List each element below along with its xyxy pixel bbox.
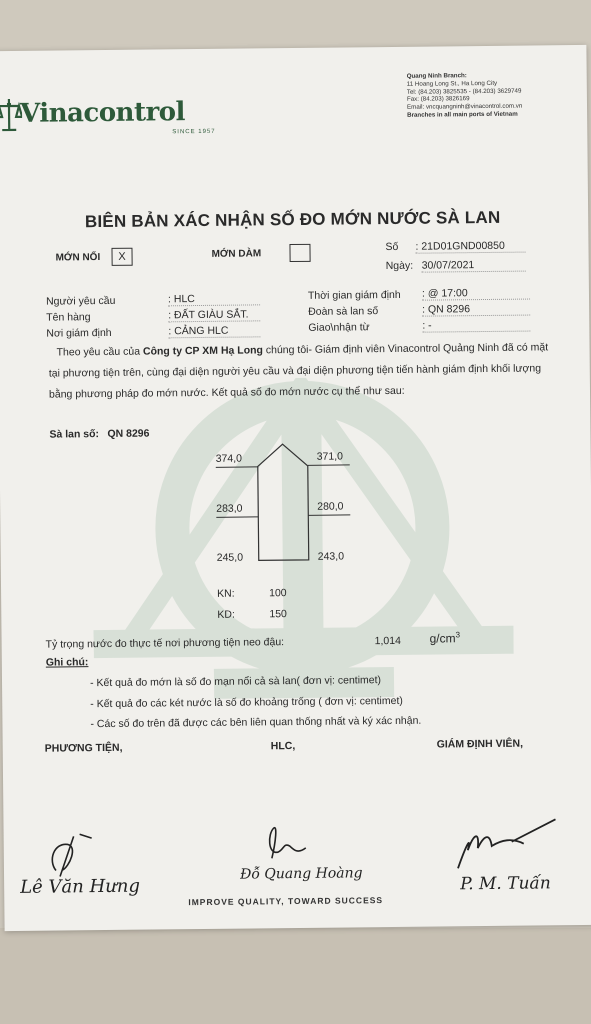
kn-label: KN: xyxy=(217,587,235,600)
signatory-surveyor: GIÁM ĐỊNH VIÊN, xyxy=(436,737,524,751)
barge-group-value: : QN 8296 xyxy=(422,303,530,317)
signature-left-mark-icon xyxy=(44,830,105,881)
place-value: : CẢNG HLC xyxy=(168,324,260,338)
place-label: Nơi giám định xyxy=(46,326,112,340)
mon-noi-label: MỚN NỔI xyxy=(55,252,101,264)
branch-title: Quang Ninh Branch: xyxy=(406,72,467,80)
intro-pre: Theo yêu cầu của xyxy=(56,345,144,359)
signature-right-mark-icon xyxy=(451,815,562,876)
kd-value: 150 xyxy=(269,608,287,621)
document-sheet xyxy=(0,45,591,931)
mon-dam-checkbox xyxy=(289,244,310,262)
signatory-hlc: HLC, xyxy=(270,740,296,753)
note-item: - Kết quả đo các két nước là số đo khoảng trống ( đơn vị: centimet) xyxy=(90,694,403,711)
notes-title: Ghi chú: xyxy=(45,656,89,669)
intro-post: chúng tôi- Giám định viên Vinacontrol Quảng Ninh đã có mặt tại phương tiện trên, cùng đại diện người yêu cầu và đại diện phương tiện tiến hành giám định khối lượng bằng phương pháp đo mớn nước. Kết quả số đo mớn nước cụ thể như sau: xyxy=(48,341,549,401)
barge-outline xyxy=(258,444,309,561)
signature-left-name: Lê Văn Hưng xyxy=(20,875,141,898)
vinacontrol-scale-icon xyxy=(0,97,22,133)
branch-info xyxy=(407,72,523,120)
barge-number-value: QN 8296 xyxy=(107,427,150,440)
background-surface xyxy=(0,928,591,1024)
ngay-label: Ngày: xyxy=(385,259,414,273)
barge-group-label: Đoàn sà lan số xyxy=(308,305,379,318)
requester-label: Người yêu cầu xyxy=(45,294,116,308)
document-title: BIÊN BẢN XÁC NHẬN SỐ ĐO MỚN NƯỚC SÀ LAN xyxy=(84,207,501,232)
goods-label: Tên hàng xyxy=(46,311,91,324)
delivery-label: Giao\nhận từ xyxy=(308,321,370,334)
delivery-value: : - xyxy=(422,319,530,333)
ngay-value: 30/07/2021 xyxy=(422,259,526,273)
signatory-vessel: PHƯƠNG TIỆN, xyxy=(44,741,123,755)
branch-footer: Branches in all main ports of Vietnam xyxy=(407,110,518,119)
signature-middle-mark-icon xyxy=(253,818,313,867)
mon-dam-label: MỚN DÀM xyxy=(211,248,262,260)
so-value: : 21D01GND00850 xyxy=(415,240,525,254)
density-unit-sup: 3 xyxy=(455,630,461,640)
mon-noi-checkbox: X xyxy=(111,248,132,266)
goods-value: : ĐẤT GIÀU SẮT. xyxy=(168,308,260,322)
kn-value: 100 xyxy=(269,587,287,600)
aft-right-reading: 243,0 xyxy=(317,550,345,563)
branch-line: Email: vncquangninh@vinacontrol.com.vn xyxy=(406,102,523,111)
requester-value: : HLC xyxy=(168,292,260,306)
time-label: Thời gian giám định xyxy=(307,288,401,302)
barge-number-label: Sà lan số: xyxy=(49,428,100,441)
branch-line: 11 Hoang Long St., Ha Long City xyxy=(406,79,498,88)
time-value: : @ 17:00 xyxy=(422,287,530,301)
logo-text: Vinacontrol xyxy=(19,97,186,129)
fwd-right-reading: 371,0 xyxy=(316,450,344,463)
logo-since: SINCE 1957 xyxy=(172,128,216,136)
so-label: Số xyxy=(385,240,399,254)
intro-company: Công ty CP XM Hạ Long xyxy=(142,344,263,358)
density-unit-text: g/cm xyxy=(429,631,456,646)
fwd-left-reading: 374,0 xyxy=(215,452,243,465)
signature-middle-name: Đỗ Quang Hoàng xyxy=(239,865,363,883)
branch-line: Tel: (84.203) 3825535 - (84.203) 3629749 xyxy=(406,87,522,96)
footer-slogan: IMPROVE QUALITY, TOWARD SUCCESS xyxy=(188,895,384,908)
mid-right-reading: 280,0 xyxy=(317,500,344,513)
note-item: - Kết quả đo mớn là số đo mạn nổi cả sà lan( đơn vị: centimet) xyxy=(89,674,382,690)
intro-paragraph xyxy=(48,337,549,405)
mid-left-reading: 283,0 xyxy=(216,502,243,515)
kd-label: KD: xyxy=(217,608,235,621)
note-item: - Các số đo trên đã được các bên liên quan thống nhất và ký xác nhận. xyxy=(90,714,422,731)
density-unit xyxy=(430,630,461,645)
density-label: Tỷ trọng nước đo thực tế nơi phương tiện neo đậu: xyxy=(45,636,285,651)
signature-right-name: P. M. Tuấn xyxy=(460,873,551,895)
aft-left-reading: 245,0 xyxy=(216,551,244,564)
branch-line: Fax: (84.203) 3826169 xyxy=(406,95,470,104)
density-value: 1,014 xyxy=(374,634,401,648)
